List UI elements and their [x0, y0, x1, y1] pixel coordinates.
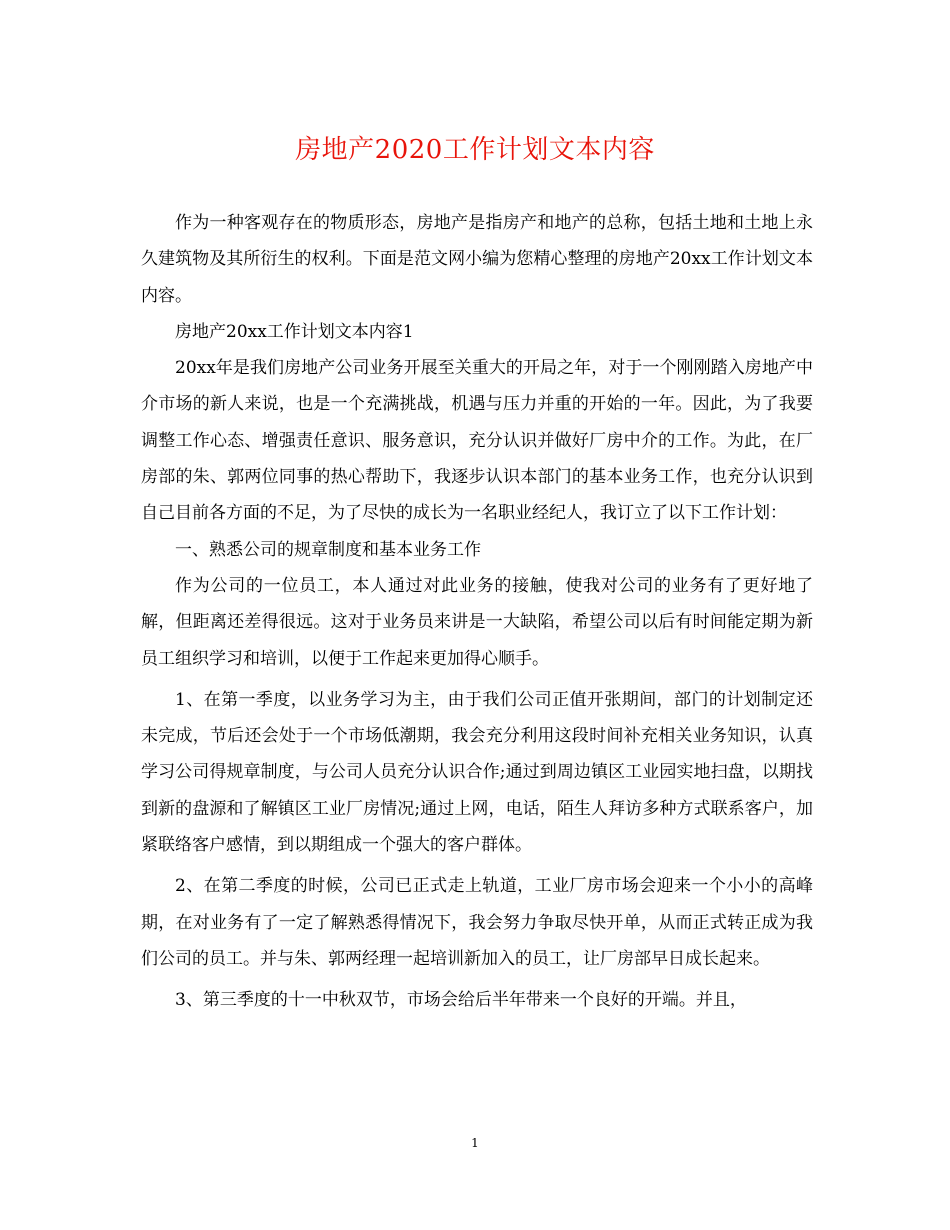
paragraph-opening: 20xx年是我们房地产公司业务开展至关重大的开局之年，对于一个刚刚踏入房地产中介市场的新人来说，也是一个充满挑战，机遇与压力并重的开始的一年。因此，为了我要调整工作心态、增强责任意识、服务意识，充分认识并做好厂房中介的工作。为此，在厂房部的朱、郭两位同事的热心帮助下，我逐步认识本部门的基本业务工作，也充分认识到自己目前各方面的不足，为了尽快的成长为一名职业经纪人，我订立了以下工作计划： [141, 358, 813, 524]
document-body [141, 205, 813, 1019]
paragraph-subtitle: 房地产20xx工作计划文本内容1 [175, 321, 414, 342]
page-number: 1 [471, 1136, 479, 1150]
paragraph-section-intro: 作为公司的一位员工，本人通过对此业务的接触，使我对公司的业务有了更好地了解，但距离还差得很远。这对于业务员来讲是一大缺陷，希望公司以后有时间能定期为新员工组织学习和培训，以便于工作起来更加得心顺手。 [141, 575, 813, 669]
paragraph-first-quarter: 1、在第一季度，以业务学习为主，由于我们公司正值开张期间，部门的计划制定还未完成，节后还会处于一个市场低潮期，我会充分利用这段时间补充相关业务知识，认真学习公司得规章制度，与公司人员充分认识合作;通过到周边镇区工业园实地扫盘，以期找到新的盘源和了解镇区工业厂房情况;通过上网，电话，陌生人拜访多种方式联系客户，加紧联络客户感情，到以期组成一个强大的客户群体。 [141, 689, 813, 856]
document-title: 房地产2020工作计划文本内容 [295, 135, 655, 165]
paragraph-third-quarter: 3、第三季度的十一中秋双节，市场会给后半年带来一个良好的开端。并且， [175, 990, 747, 1011]
paragraph-intro: 作为一种客观存在的物质形态，房地产是指房产和地产的总称，包括土地和土地上永久建筑物及其所衍生的权利。下面是范文网小编为您精心整理的房地产20xx工作计划文本内容。 [141, 213, 813, 306]
paragraph-second-quarter: 2、在第二季度的时候，公司已正式走上轨道，工业厂房市场会迎来一个小小的高峰期，在对业务有了一定了解熟悉得情况下，我会努力争取尽快开单，从而正式转正成为我们公司的员工。并与朱、郭两经理一起培训新加入的员工，让厂房部早日成长起来。 [141, 876, 813, 969]
paragraph-section-heading: 一、熟悉公司的规章制度和基本业务工作 [175, 539, 481, 560]
